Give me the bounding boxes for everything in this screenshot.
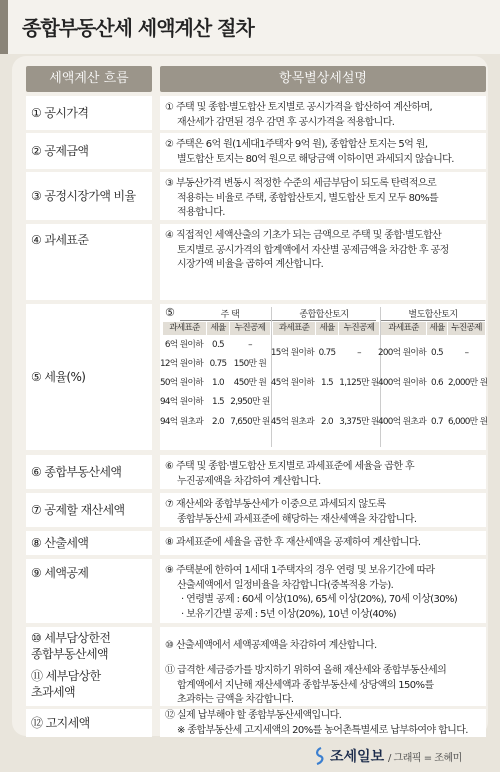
step-11-desc bbox=[160, 662, 486, 706]
step-1-line-1: ① 주택 및 종합·별도합산 토지별로 공시가격을 합산하여 계산하며, bbox=[165, 102, 433, 113]
sep-sub-base: 과세표준 bbox=[381, 322, 426, 335]
house-ded-1: – bbox=[248, 340, 252, 350]
step-1-desc bbox=[160, 96, 486, 130]
step-3-line-3: 적용합니다. bbox=[177, 207, 225, 218]
sep-rate-2: 0.6 bbox=[431, 378, 443, 388]
header-flow: 세액계산 흐름 bbox=[26, 66, 152, 92]
comp-rate-1: 0.75 bbox=[318, 348, 336, 358]
step-12-line-2: ※ 종합부동산세 고지세액의 20%를 농어촌특별세로 납부하여야 합니다. bbox=[177, 724, 468, 736]
comp-base-3: 45억 원초과 bbox=[270, 417, 314, 427]
step-6-line-2: 누진공제액을 차감하여 계산합니다. bbox=[177, 475, 321, 487]
sep-base-1: 200억 원이하 bbox=[378, 348, 426, 358]
step-12-line-1: ⑫ 실제 납부해야 할 종합부동산세액입니다. bbox=[165, 710, 342, 721]
house-sub-base: 과세표준 bbox=[163, 322, 206, 335]
step-9-line-1: ⑨ 주택분에 한하여 1세대 1주택자의 경우 연령 및 보유기간에 따라 bbox=[165, 565, 435, 576]
comp-ded-1: – bbox=[357, 348, 361, 358]
house-rate-3: 1.0 bbox=[212, 378, 224, 388]
step-11-label: ⑪ 세부담상한 초과세액 bbox=[26, 662, 152, 706]
comp-sub-rate: 세율 bbox=[316, 322, 338, 335]
title-accent-bar bbox=[0, 0, 8, 54]
step-11-line-2: 합계액에서 지난해 재산세액과 종합부동산세 상당액의 150%를 bbox=[177, 679, 434, 691]
comp-base-2: 45억 원이하 bbox=[270, 378, 314, 388]
tax-table-marker: ⑤ bbox=[165, 306, 175, 319]
step-12-label: ⑫ 고지세액 bbox=[26, 709, 152, 737]
house-ded-2: 150만 원 bbox=[233, 359, 267, 369]
sep-ded-1: – bbox=[464, 348, 469, 358]
group-separate: 별도합산토지 bbox=[381, 307, 485, 321]
sep-base-2: 400억 원이하 bbox=[378, 378, 426, 388]
house-base-2: 12억 원이하 bbox=[160, 359, 204, 369]
step-6-line-1: ⑥ 주택 및 종합·별도합산 토지별로 과세표준에 세율을 곱한 후 bbox=[165, 461, 415, 472]
house-sub-rate: 세율 bbox=[207, 322, 229, 335]
comp-sub-base: 과세표준 bbox=[273, 322, 315, 335]
step-10-label: ⑩ 세부담상한전 종합부동산세액 bbox=[26, 627, 152, 665]
step-4-line-1: ④ 직접적인 세액산출의 기초가 되는 금액으로 주택 및 종합·별도합산 bbox=[165, 230, 442, 241]
header-detail: 항목별상세설명 bbox=[160, 66, 486, 92]
comp-ded-2: 1,125만 원 bbox=[339, 378, 379, 388]
step-3-line-2: 적용하는 비율로 주택, 종합합산토지, 별도합산 토지 모두 80%를 bbox=[177, 192, 439, 204]
logo-text: 조세일보 bbox=[330, 749, 385, 765]
step-8-label: ⑧ 산출세액 bbox=[26, 531, 152, 555]
comp-rate-2: 1.5 bbox=[321, 378, 333, 388]
sep-sub-deduction: 누진공제 bbox=[448, 322, 485, 335]
step-2-label: ② 공제금액 bbox=[26, 133, 152, 169]
house-base-5: 94억 원초과 bbox=[160, 417, 204, 427]
step-11-line-1: ⑪ 급격한 세금증가를 방지하기 위하여 올해 재산세와 종합부동산세의 bbox=[165, 665, 447, 676]
step-6-label: ⑥ 종합부동산세액 bbox=[26, 455, 152, 489]
house-ded-3: 450만 원 bbox=[233, 378, 267, 388]
step-7-line-2: 종합부동산세 과세표준에 해당하는 재산세액을 차감합니다. bbox=[177, 513, 417, 525]
sep-ded-2: 2,000만 원 bbox=[448, 378, 488, 388]
sep-ded-3: 6,000만 원 bbox=[448, 417, 488, 427]
logo-mark-icon bbox=[312, 747, 326, 765]
sep-rate-3: 0.7 bbox=[431, 417, 443, 427]
step-2-desc bbox=[160, 133, 486, 169]
step-9-desc bbox=[160, 559, 486, 623]
publisher-logo bbox=[312, 746, 384, 766]
step-4-line-2: 토지별로 공시가격의 합계액에서 자산별 공제금액을 차감한 후 공정 bbox=[177, 244, 449, 256]
step-2-line-2: 별도합산 토지는 80억 원으로 해당금액 이하이면 과세되지 않습니다. bbox=[177, 153, 454, 165]
step-9-line-3: · 연령별 공제 : 60세 이상(10%), 65세 이상(20%), 70세 이상(30%) bbox=[181, 594, 458, 605]
step-10-line-1: ⑩ 산출세액에서 세액공제액을 차감하여 계산합니다. bbox=[165, 640, 377, 651]
comp-base-1: 15억 원이하 bbox=[270, 348, 314, 358]
house-rate-2: 0.75 bbox=[209, 359, 227, 369]
comp-ded-3: 3,375만 원 bbox=[339, 417, 379, 427]
step-4-desc bbox=[160, 224, 486, 300]
house-ded-4: 2,950만 원 bbox=[230, 397, 270, 407]
step-9-label: ⑨ 세액공제 bbox=[26, 559, 152, 623]
page-title: 종합부동산세 세액계산 절차 bbox=[22, 16, 254, 40]
step-7-label: ⑦ 공제할 재산세액 bbox=[26, 493, 152, 527]
house-base-3: 50억 원이하 bbox=[160, 378, 204, 388]
step-3-line-1: ③ 부동산가격 변동시 적정한 수준의 세금부담이 되도록 탄력적으로 bbox=[165, 178, 437, 189]
step-3-desc bbox=[160, 172, 486, 220]
step-9-line-4: · 보유기간별 공제 : 5년 이상(20%), 10년 이상(40%) bbox=[181, 608, 397, 620]
step-12-desc bbox=[160, 709, 486, 737]
sep-sub-rate: 세율 bbox=[427, 322, 447, 335]
house-sub-deduction: 누진공제 bbox=[230, 322, 270, 335]
group-house: 주 택 bbox=[180, 307, 280, 321]
comp-rate-3: 2.0 bbox=[321, 417, 333, 427]
step-8-line-1: ⑧ 과세표준에 세율을 곱한 후 재산세액을 공제하여 계산합니다. bbox=[165, 537, 421, 548]
step-10-desc bbox=[160, 627, 486, 665]
step-4-line-3: 시장가액 비율을 곱하여 계산합니다. bbox=[177, 259, 324, 270]
step-5-label: ⑤ 세율(%) bbox=[26, 304, 152, 450]
sep-rate-1: 0.5 bbox=[431, 348, 443, 358]
title-bar bbox=[0, 0, 500, 54]
house-base-1: 6억 원이하 bbox=[164, 340, 203, 350]
house-base-4: 94억 원이하 bbox=[160, 397, 204, 407]
sep-base-3: 400억 원초과 bbox=[378, 417, 426, 427]
step-3-label: ③ 공정시장가액 비율 bbox=[26, 172, 152, 220]
step-11-line-3: 초과하는 금액을 차감합니다. bbox=[177, 694, 294, 705]
house-ded-5: 7,650만 원 bbox=[230, 417, 270, 427]
comp-sub-deduction: 누진공제 bbox=[339, 322, 379, 335]
graphic-credit: / 그래픽 = 조혜미 bbox=[388, 753, 462, 764]
group-comprehensive: 종합합산토지 bbox=[272, 307, 376, 321]
house-rate-1: 0.5 bbox=[212, 340, 224, 350]
step-4-label: ④ 과세표준 bbox=[26, 224, 152, 300]
step-1-line-2: 재산세가 감면된 경우 감면 후 공시가격을 적용합니다. bbox=[177, 116, 395, 128]
step-7-line-1: ⑦ 재산세와 종합부동산세가 이중으로 과세되지 않도록 bbox=[165, 499, 386, 510]
step-9-line-2: 산출세액에서 일정비율을 차감합니다(중복적용 가능). bbox=[177, 579, 394, 591]
step-7-desc bbox=[160, 493, 486, 527]
step-1-label: ① 공시가격 bbox=[26, 96, 152, 130]
step-2-line-1: ② 주택은 6억 원(1세대1주택자 9억 원), 종합합산 토지는 5억 원, bbox=[165, 139, 428, 150]
house-rate-4: 1.5 bbox=[212, 397, 224, 407]
house-rate-5: 2.0 bbox=[212, 417, 224, 427]
step-8-desc bbox=[160, 531, 486, 555]
step-6-desc bbox=[160, 455, 486, 489]
